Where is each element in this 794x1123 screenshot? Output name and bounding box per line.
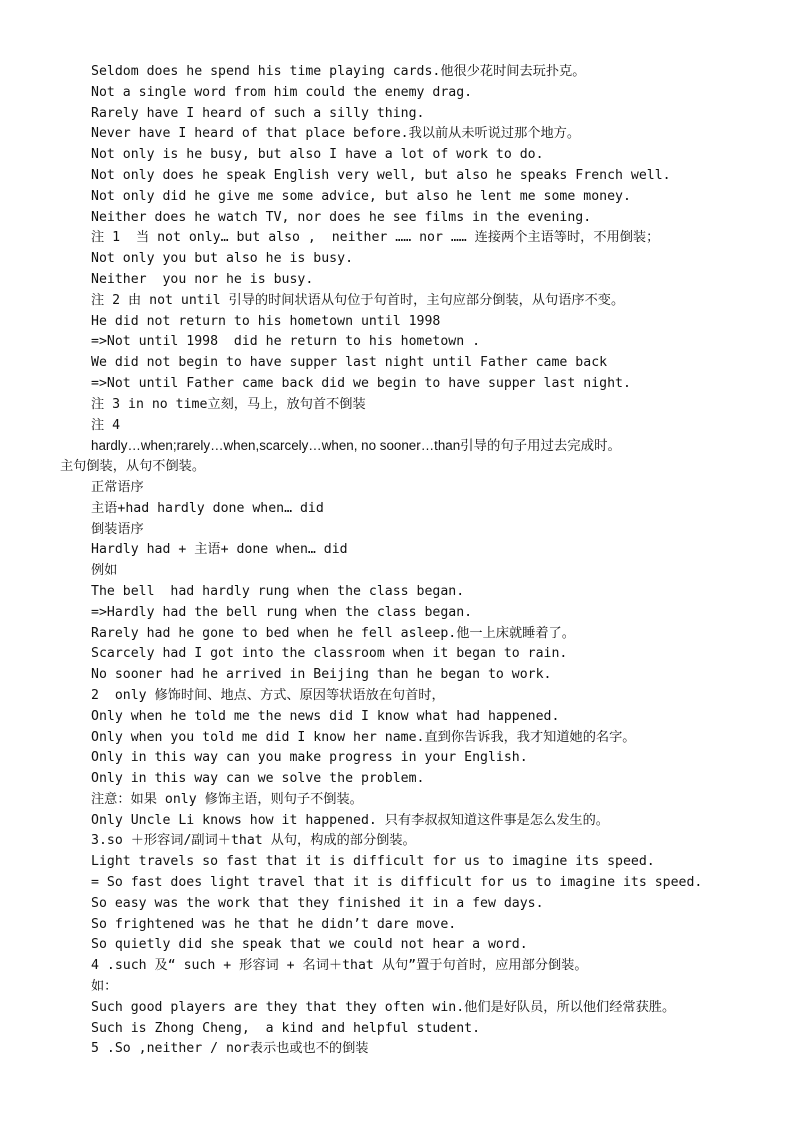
- text-line: Not only does he speak English very well, but also he speaks French well.: [91, 167, 671, 183]
- text-line: Rarely have I heard of such a silly thing.: [91, 105, 425, 121]
- note-line: 注 3 in no time立刻，马上，放句首不倒装: [91, 396, 366, 412]
- text-line: Rarely had he gone to bed when he fell asleep.他一上床就睡着了。: [91, 625, 575, 641]
- text-line: He did not return to his hometown until 1998: [91, 313, 441, 329]
- text-line: No sooner had he arrived in Beijing than he began to work.: [91, 667, 552, 683]
- section-heading: 2 only 修饰时间、地点、方式、原因等状语放在句首时，: [91, 687, 445, 703]
- text-line: So frightened was he that he didn’t dare move.: [91, 916, 457, 932]
- text-line: =>Not until 1998 did he return to his hometown .: [91, 334, 481, 350]
- text-line: Not only you but also he is busy.: [91, 251, 354, 267]
- text-line: Only Uncle Li knows how it happened. 只有李叔叔知道这件事是怎么发生的。: [91, 812, 609, 828]
- text-line: hardly…when;rarely…when,scarcely…when, no sooner…than引导的句子用过去完成时。: [91, 438, 621, 454]
- text-line: =>Not until Father came back did we begin to have supper last night.: [91, 375, 631, 391]
- text-line: Not only is he busy, but also I have a lot of work to do.: [91, 147, 544, 163]
- text-line: Light travels so fast that it is difficult for us to imagine its speed.: [91, 854, 655, 870]
- text-line: So easy was the work that they finished it in a few days.: [91, 895, 544, 911]
- text-line: Such good players are they that they often win.他们是好队员，所以他们经常获胜。: [91, 999, 676, 1015]
- text-line: So quietly did she speak that we could not hear a word.: [91, 937, 528, 953]
- text-line: 主语+had hardly done when… did: [91, 500, 324, 516]
- note-line: 注意：如果 only 修饰主语，则句子不倒装。: [91, 791, 363, 807]
- document-page: [0, 62, 794, 1060]
- text-line: Scarcely had I got into the classroom when it began to rain.: [91, 646, 568, 662]
- text-line: Not only did he give me some advice, but also he lent me some money.: [91, 188, 631, 204]
- section-heading: 4 .such 及“ such + 形容词 + 名词＋that 从句”置于句首时，应用部分倒装。: [91, 958, 588, 974]
- text-line: =>Hardly had the bell rung when the class began.: [91, 604, 473, 620]
- text-line: Hardly had + 主语+ done when… did: [91, 542, 348, 558]
- text-line: Such is Zhong Cheng, a kind and helpful student.: [91, 1020, 481, 1036]
- text-line: We did not begin to have supper last night until Father came back: [91, 355, 608, 371]
- text-line: = So fast does light travel that it is difficult for us to imagine its speed.: [91, 875, 703, 891]
- note-line: 注 2 由 not until 引导的时间状语从句位于句首时，主句应部分倒装，从句语序不变。: [91, 292, 625, 308]
- text-line: Seldom does he spend his time playing cards.他很少花时间去玩扑克。: [91, 64, 586, 79]
- subheading-line: 倒装语序: [91, 521, 144, 537]
- text-line: Neither you nor he is busy.: [91, 271, 314, 287]
- subheading-line: 例如: [91, 563, 118, 579]
- section-heading: 5 .So ,neither / nor表示也或也不的倒装: [91, 1041, 369, 1057]
- text-line: Only when he told me the news did I know what had happened.: [91, 708, 560, 724]
- text-line: Not a single word from him could the enemy drag.: [91, 84, 473, 100]
- text-line: Only when you told me did I know her name.直到你告诉我，我才知道她的名字。: [91, 729, 636, 745]
- text-line: Only in this way can we solve the problem.: [91, 771, 425, 787]
- subheading-line: 正常语序: [91, 479, 144, 495]
- text-line: Never have I heard of that place before.我以前从未听说过那个地方。: [91, 126, 581, 142]
- note-line: 注 1 当 not only… but also , neither …… nor …… 连接两个主语等时，不用倒装；: [91, 230, 660, 246]
- text-line: 主句倒装，从句不倒装。: [60, 459, 206, 475]
- note-line: 注 4: [91, 417, 121, 433]
- section-heading: 3.so ＋形容词/副词＋that 从句，构成的部分倒装。: [91, 833, 416, 849]
- text-line: Neither does he watch TV, nor does he see films in the evening.: [91, 209, 592, 225]
- text-line: Only in this way can you make progress in your English.: [91, 750, 528, 766]
- text-line: The bell had hardly rung when the class began.: [91, 583, 465, 599]
- subheading-line: 如：: [91, 979, 118, 995]
